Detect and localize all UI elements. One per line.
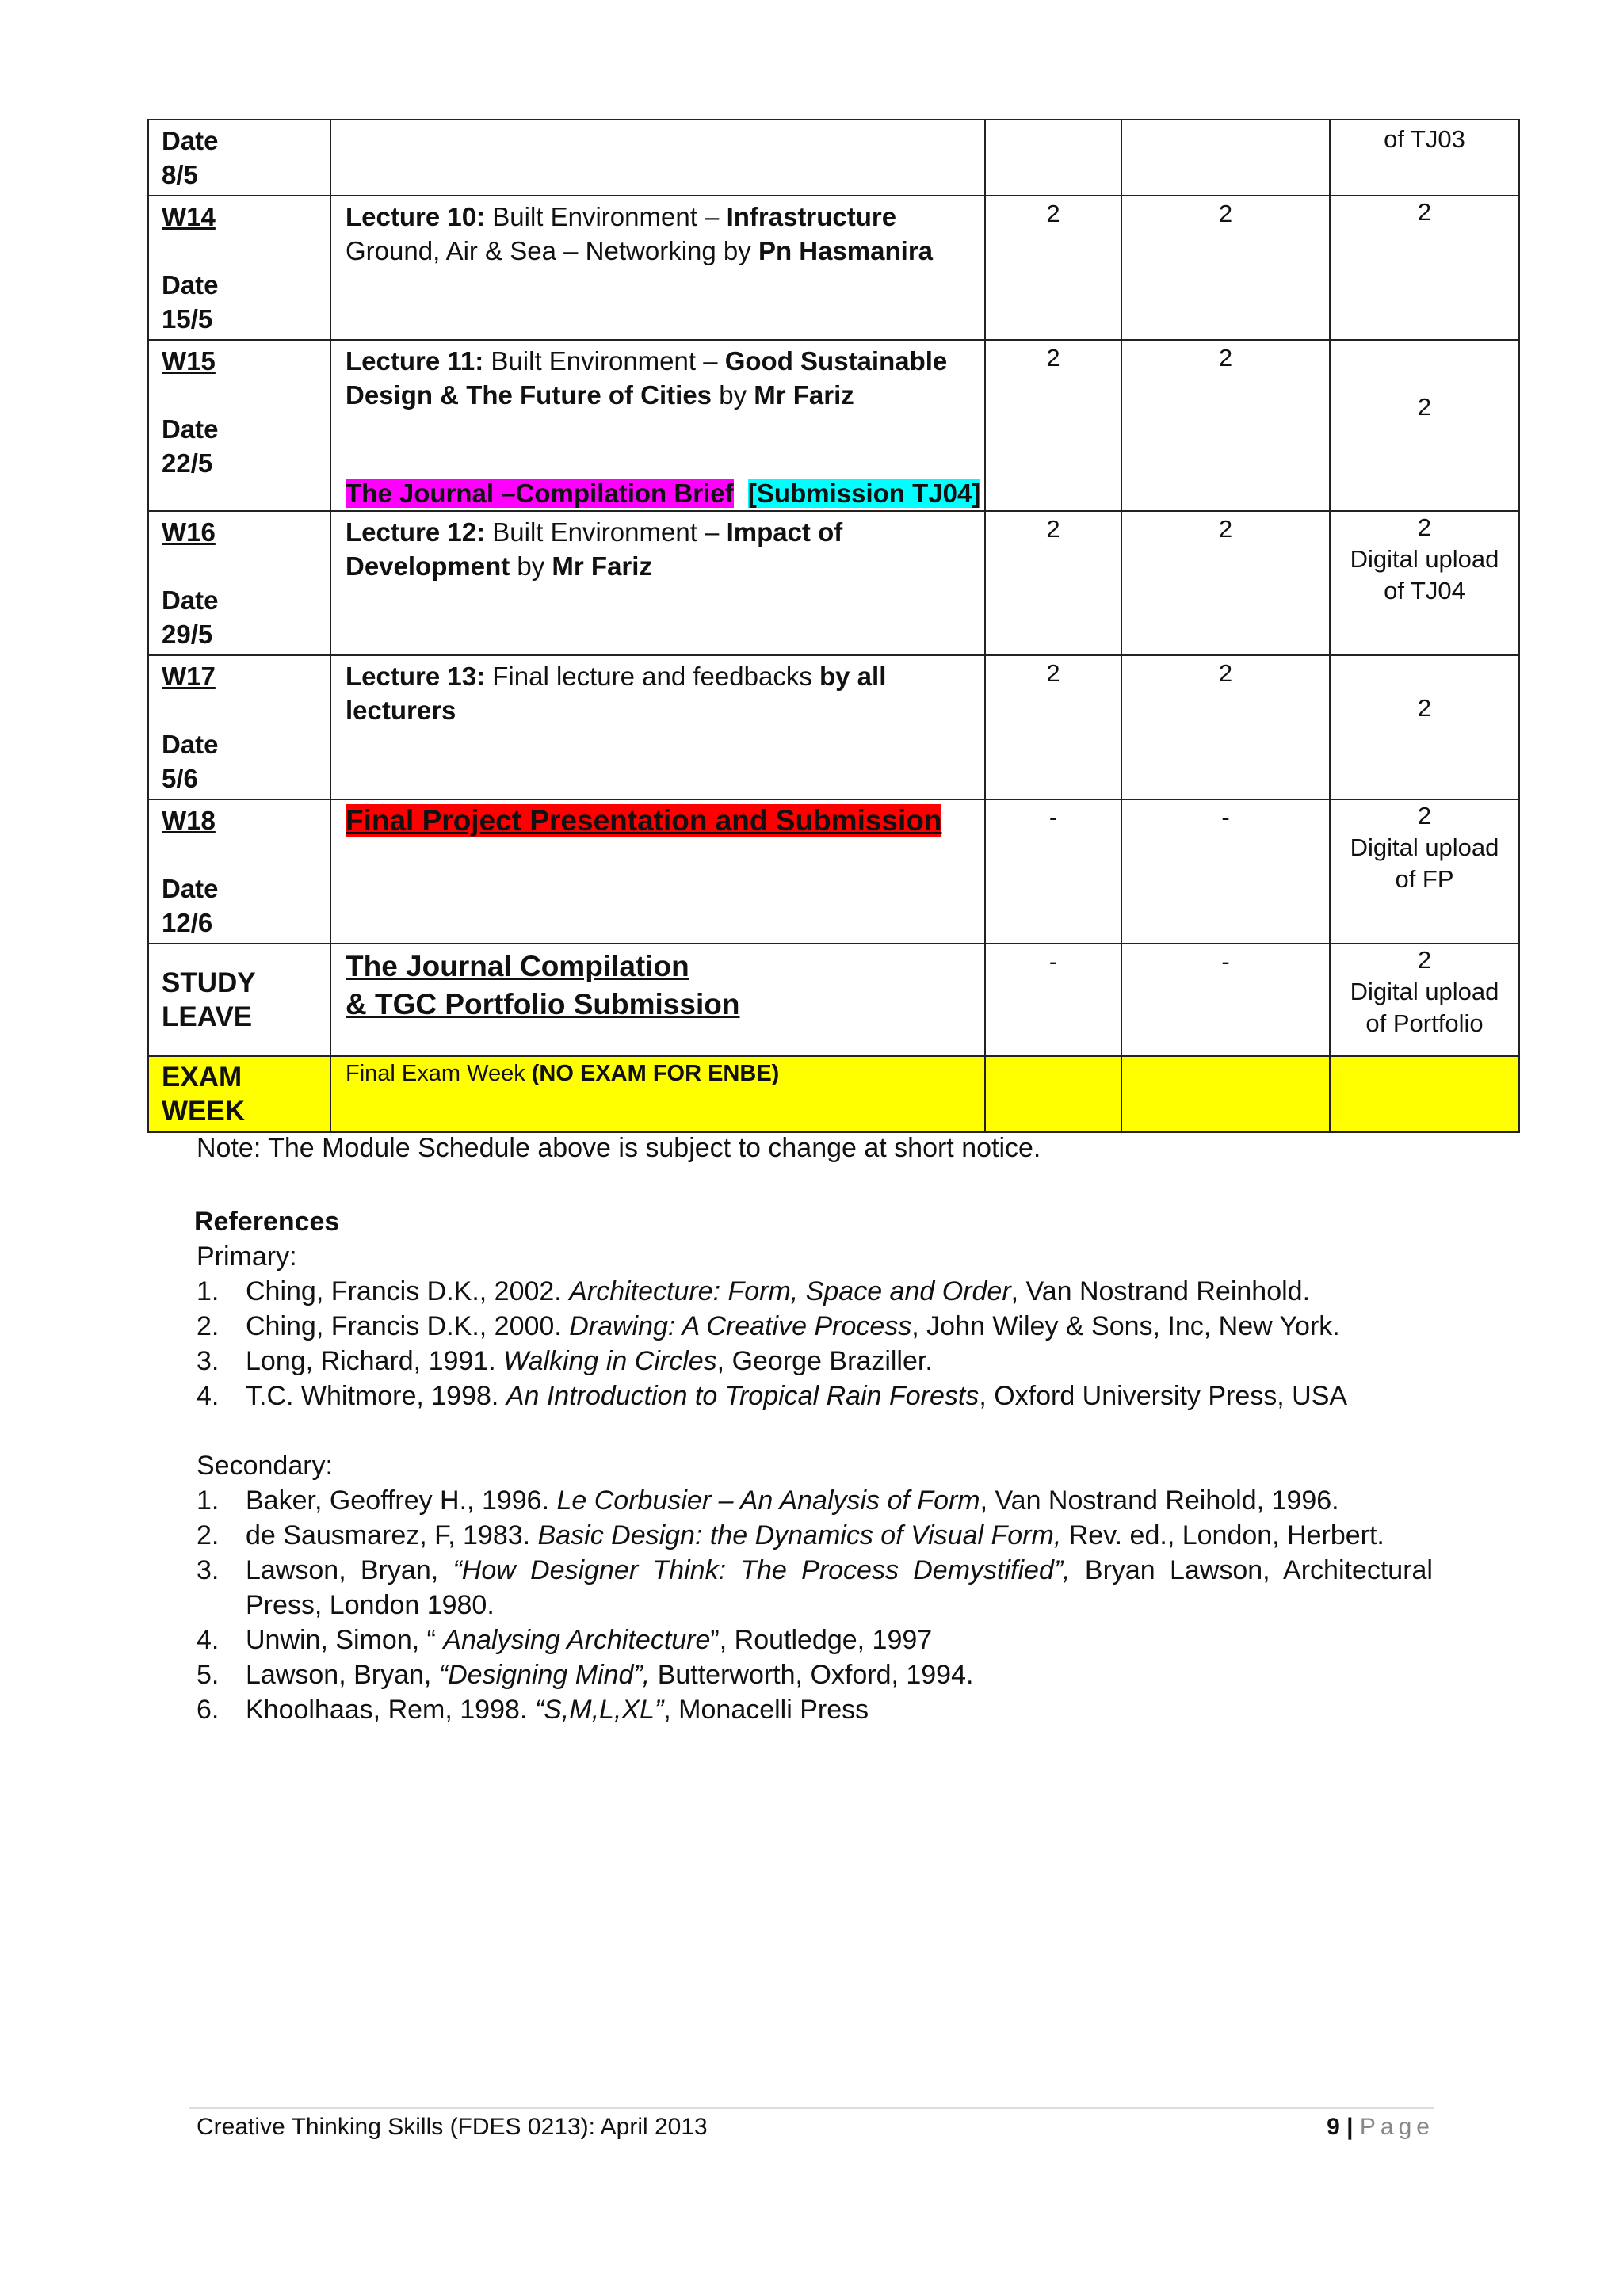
list-item: [197, 1483, 1433, 1518]
week-code: W15: [162, 346, 216, 376]
hours-cell-2: [1121, 120, 1330, 196]
final-project-highlight: Final Project Presentation and Submission: [346, 804, 942, 837]
ref-publisher: ”, Routledge, 1997: [710, 1625, 933, 1655]
description-cell: [330, 340, 985, 511]
list-item: [197, 1309, 1433, 1344]
ref-title: Architecture: Form, Space and Order: [569, 1276, 1011, 1306]
ref-publisher: Butterworth, Oxford, 1994.: [650, 1660, 974, 1690]
week-cell: [148, 655, 330, 799]
footer-course-title: Creative Thinking Skills (FDES 0213): April 2013: [197, 2114, 708, 2140]
lecture-text: by: [712, 380, 754, 410]
week-code: W14: [162, 202, 216, 231]
hours-value: 2: [1417, 513, 1432, 541]
ref-publisher: , Van Nostrand Reinhold.: [1010, 1276, 1311, 1306]
list-item: [197, 1518, 1433, 1553]
table-row: [148, 1056, 1519, 1132]
references-heading: References: [194, 1207, 340, 1237]
hours-cell-3: [1330, 196, 1519, 340]
week-cell: [148, 944, 330, 1056]
page-number: 9: [1327, 2114, 1340, 2140]
list-number: 6.: [197, 1695, 220, 1725]
description-cell: [330, 944, 985, 1056]
portfolio-title: The Journal Compilation: [346, 950, 689, 982]
list-number: 4.: [197, 1625, 220, 1655]
ref-author: Ching, Francis D.K., 2000.: [246, 1311, 570, 1341]
submission-note: of TJ03: [1384, 125, 1465, 153]
description-cell: [330, 196, 985, 340]
list-number: 2.: [197, 1311, 220, 1341]
hours-cell-3: [1330, 120, 1519, 196]
lecture-text: Ground, Air & Sea – Networking by: [346, 236, 758, 265]
list-item: [197, 1344, 1433, 1379]
submission-note: of Portfolio: [1365, 1009, 1484, 1037]
table-row: [148, 799, 1519, 944]
hours-cell-1: 2: [985, 196, 1121, 340]
hours-cell-2: 2: [1121, 196, 1330, 340]
hours-cell-1: 2: [985, 655, 1121, 799]
journal-brief-highlight: The Journal –Compilation Brief: [346, 479, 734, 508]
hours-cell-1: [985, 1056, 1121, 1132]
hours-value: 2: [1417, 946, 1432, 974]
hours-cell-2: 2: [1121, 511, 1330, 655]
week-cell: [148, 799, 330, 944]
list-number: 4.: [197, 1381, 220, 1411]
hours-cell-3: [1330, 340, 1519, 511]
hours-cell-3: [1330, 655, 1519, 799]
list-number: 2.: [197, 1520, 220, 1550]
lecture-number: Lecture 12:: [346, 517, 486, 547]
hours-cell-2: -: [1121, 799, 1330, 944]
submission-tj04-highlight: [Submission TJ04]: [747, 479, 981, 508]
ref-author: Ching, Francis D.K., 2002.: [246, 1276, 570, 1306]
week-label: STUDY: [162, 967, 256, 998]
date-label: Date: [162, 730, 219, 759]
date-label: Date: [162, 414, 219, 444]
lecturer-name: Mr Fariz: [552, 551, 652, 581]
date-value: 5/6: [162, 764, 198, 793]
submission-note: Digital upload: [1350, 978, 1499, 1005]
list-item: [197, 1657, 1433, 1692]
ref-title: An Introduction to Tropical Rain Forests: [506, 1381, 980, 1411]
description-cell: [330, 120, 985, 196]
ref-title: Walking in Circles: [503, 1346, 717, 1376]
hours-cell-1: 2: [985, 340, 1121, 511]
lecture-topic: Impact of Development: [346, 517, 843, 581]
lecture-text: by: [510, 551, 552, 581]
table-row: [148, 120, 1519, 196]
lecture-topic: Infrastructure: [726, 202, 897, 231]
table-row: [148, 340, 1519, 511]
references-section: [194, 1204, 1433, 1727]
exam-note: (NO EXAM FOR ENBE): [531, 1061, 780, 1086]
list-number: 1.: [197, 1486, 220, 1516]
date-value: 29/5: [162, 620, 213, 649]
secondary-references-list: [197, 1483, 1433, 1727]
date-label: Date: [162, 585, 219, 615]
page-word: Page: [1359, 2114, 1434, 2140]
hours-cell-2: 2: [1121, 655, 1330, 799]
schedule-note: Note: The Module Schedule above is subject to change at short notice.: [197, 1133, 1041, 1163]
description-cell: [330, 799, 985, 944]
submission-note: of TJ04: [1384, 577, 1465, 605]
ref-publisher: Bryan Lawson, Architectural Press, London 1980.: [246, 1555, 1433, 1620]
ref-author: Lawson, Bryan,: [246, 1660, 439, 1690]
hours-cell-2: -: [1121, 944, 1330, 1056]
date-value: 15/5: [162, 304, 213, 334]
week-cell: [148, 511, 330, 655]
footer-page-number: [1327, 2114, 1434, 2141]
ref-author: Baker, Geoffrey H., 1996.: [246, 1486, 557, 1516]
description-cell: [330, 1056, 985, 1132]
ref-publisher: , Van Nostrand Reihold, 1996.: [980, 1486, 1339, 1516]
list-number: 3.: [197, 1346, 220, 1376]
submission-note: Digital upload: [1350, 545, 1499, 573]
portfolio-title: & TGC Portfolio Submission: [346, 988, 740, 1020]
ref-publisher: , Monacelli Press: [663, 1695, 869, 1725]
week-label: EXAM WEEK: [162, 1062, 245, 1127]
hours-cell-1: 2: [985, 511, 1121, 655]
date-label: Date: [162, 126, 219, 155]
date-value: 22/5: [162, 448, 213, 478]
hours-cell-3: [1330, 511, 1519, 655]
hours-cell-3: [1330, 1056, 1519, 1132]
lecturer-name: Pn Hasmanira: [758, 236, 934, 265]
hours-cell-3: [1330, 799, 1519, 944]
lecture-text: Built Environment –: [485, 202, 727, 231]
lecture-text: Built Environment –: [483, 346, 725, 376]
table-row: [148, 511, 1519, 655]
submission-note: of FP: [1395, 865, 1454, 893]
week-code: W18: [162, 806, 216, 835]
ref-publisher: , John Wiley & Sons, Inc, New York.: [911, 1311, 1340, 1341]
ref-publisher: Rev. ed., London, Herbert.: [1061, 1520, 1384, 1550]
table-row: [148, 196, 1519, 340]
ref-author: de Sausmarez, F, 1983.: [246, 1520, 538, 1550]
week-cell: [148, 1056, 330, 1132]
week-cell: [148, 196, 330, 340]
list-number: 1.: [197, 1276, 220, 1306]
week-code: W17: [162, 662, 216, 691]
ref-author: Lawson, Bryan,: [246, 1555, 453, 1585]
lecture-number: Lecture 10:: [346, 202, 486, 231]
table-row: [148, 655, 1519, 799]
exam-text: Final Exam Week: [346, 1061, 532, 1086]
list-number: 3.: [197, 1555, 220, 1585]
submission-note: Digital upload: [1350, 833, 1499, 861]
ref-publisher: , George Braziller.: [716, 1346, 933, 1376]
lecturer-name: by all lecturers: [346, 662, 887, 725]
list-item: [197, 1553, 1433, 1623]
lecture-number: Lecture 13:: [346, 662, 486, 691]
page-separator: |: [1339, 2114, 1360, 2140]
ref-author: T.C. Whitmore, 1998.: [246, 1381, 506, 1411]
list-number: 5.: [197, 1660, 220, 1690]
date-value: 8/5: [162, 160, 198, 189]
lecture-number: Lecture 11:: [346, 346, 484, 376]
ref-publisher: , Oxford University Press, USA: [979, 1381, 1348, 1411]
date-value: 12/6: [162, 908, 213, 937]
ref-author: Long, Richard, 1991.: [246, 1346, 504, 1376]
hours-cell-1: -: [985, 944, 1121, 1056]
ref-title: Le Corbusier – An Analysis of Form: [556, 1486, 980, 1516]
lecture-text: Built Environment –: [485, 517, 727, 547]
ref-title: “S,M,L,XL”: [534, 1695, 664, 1725]
hours-value: 2: [1417, 694, 1432, 722]
week-code: W16: [162, 517, 216, 547]
ref-author: Unwin, Simon, “: [246, 1625, 444, 1655]
list-item: [197, 1274, 1433, 1309]
hours-value: 2: [1417, 802, 1432, 830]
week-cell: [148, 120, 330, 196]
lecturer-name: Mr Fariz: [754, 380, 854, 410]
list-item: [197, 1692, 1433, 1727]
ref-title: Drawing: A Creative Process: [569, 1311, 912, 1341]
date-label: Date: [162, 874, 219, 903]
primary-label: Primary:: [197, 1241, 297, 1272]
ref-author: Khoolhaas, Rem, 1998.: [246, 1695, 535, 1725]
date-label: Date: [162, 270, 219, 299]
lecture-topic: Good Sustainable Design & The Future of Cities: [346, 346, 948, 410]
secondary-label: Secondary:: [197, 1451, 333, 1481]
primary-references-list: [197, 1274, 1433, 1413]
hours-cell-2: [1121, 1056, 1330, 1132]
footer-divider: [189, 2107, 1434, 2109]
description-cell: [330, 511, 985, 655]
lecture-text: Final lecture and feedbacks: [485, 662, 819, 691]
list-item: [197, 1623, 1433, 1657]
hours-value: 2: [1417, 393, 1432, 421]
ref-title: “How Designer Think: The Process Demystified”,: [453, 1555, 1071, 1585]
hours-cell-3: [1330, 944, 1519, 1056]
table-row: [148, 944, 1519, 1056]
module-schedule-table: [147, 119, 1520, 1133]
ref-title: “Designing Mind”,: [438, 1660, 651, 1690]
description-cell: [330, 655, 985, 799]
hours-cell-2: 2: [1121, 340, 1330, 511]
week-label: LEAVE: [162, 1001, 253, 1032]
list-item: [197, 1379, 1433, 1413]
hours-value: 2: [1417, 198, 1432, 226]
hours-cell-1: [985, 120, 1121, 196]
ref-title: Analysing Architecture: [443, 1625, 711, 1655]
week-cell: [148, 340, 330, 511]
ref-title: Basic Design: the Dynamics of Visual Form,: [537, 1520, 1062, 1550]
hours-cell-1: -: [985, 799, 1121, 944]
